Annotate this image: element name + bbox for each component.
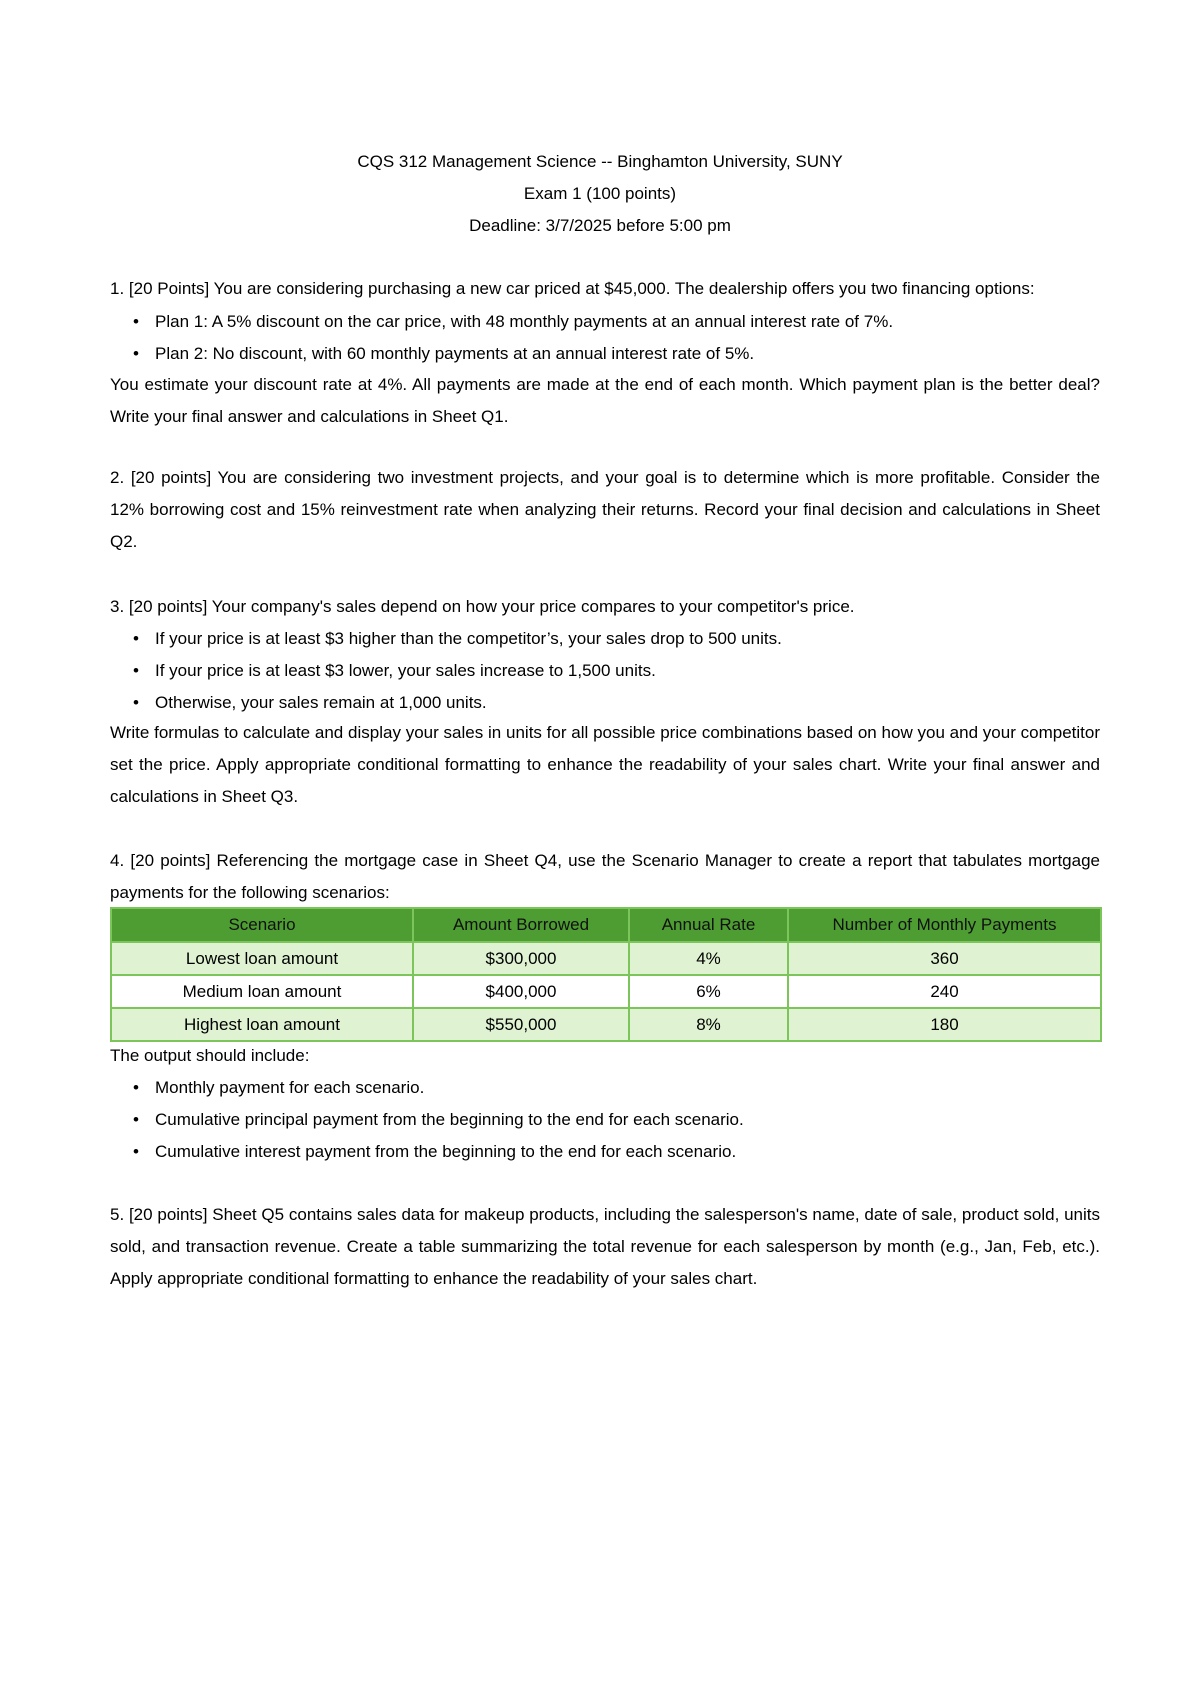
q3-intro: 3. [20 points] Your company's sales depend on how your price compares to your competitor's price. [110, 597, 855, 616]
cell-amount: $550,000 [413, 1008, 629, 1041]
table-row [111, 1008, 1101, 1041]
q4-bullet-3: • Cumulative interest payment from the beginning to the end for each scenario. [155, 1141, 1055, 1163]
cell-amount: $300,000 [413, 942, 629, 975]
cell-amount: $400,000 [413, 975, 629, 1008]
bullet-icon: • [133, 1110, 139, 1129]
deadline: Deadline: 3/7/2025 before 5:00 pm [469, 216, 731, 235]
q4-intro: 4. [20 points] Referencing the mortgage case in Sheet Q4, use the Scenario Manager to create a report that tabulates mortgage payments for the following scenarios: [110, 851, 1100, 902]
q3-outro: Write formulas to calculate and display your sales in units for all possible price combinations based on how you and your competitor set the price. Apply appropriate conditional formatting to enhance the readability of your sales chart. Write your final answer and calculations in Sheet Q3. [110, 723, 1100, 806]
q1-intro: 1. [20 Points] You are considering purchasing a new car priced at $45,000. The dealership offers you two financing options: [110, 279, 1035, 298]
header-annual-rate: Annual Rate [629, 908, 788, 942]
header-number-of-payments: Number of Monthly Payments [788, 908, 1101, 942]
exam-title: Exam 1 (100 points) [523, 184, 677, 203]
q1-outro: You estimate your discount rate at 4%. All payments are made at the end of each month. Which payment plan is the better deal? Write your final answer and calculations in Sheet Q1. [110, 375, 1100, 426]
cell-payments: 240 [788, 975, 1101, 1008]
cell-rate: 8% [629, 1008, 788, 1041]
q3-bullet-1: • If your price is at least $3 higher than the competitor’s, your sales drop to 500 units. [155, 628, 1055, 650]
header-scenario: Scenario [111, 908, 413, 942]
cell-payments: 360 [788, 942, 1101, 975]
table-row [111, 975, 1101, 1008]
bullet-icon: • [133, 1142, 139, 1161]
q4-bullet-2: • Cumulative principal payment from the beginning to the end for each scenario. [155, 1109, 1055, 1131]
cell-rate: 6% [629, 975, 788, 1008]
q3-bullet-2: • If your price is at least $3 lower, your sales increase to 1,500 units. [155, 660, 1055, 682]
q2-text: 2. [20 points] You are considering two investment projects, and your goal is to determine which is more profitable. Consider the 12% borrowing cost and 15% reinvestment rate when analyzing their returns. Record your final decision and calculations in Sheet Q2. [110, 468, 1100, 551]
header-amount-borrowed: Amount Borrowed [413, 908, 629, 942]
cell-rate: 4% [629, 942, 788, 975]
q1-bullet-1: • Plan 1: A 5% discount on the car price, with 48 monthly payments at an annual interest rate of 7%. [155, 311, 1055, 333]
q1-bullet-2: • Plan 2: No discount, with 60 monthly payments at an annual interest rate of 5%. [155, 343, 1055, 365]
bullet-icon: • [133, 1078, 139, 1097]
cell-payments: 180 [788, 1008, 1101, 1041]
bullet-icon: • [133, 312, 139, 331]
cell-scenario: Medium loan amount [111, 975, 413, 1008]
q3-bullet-3: • Otherwise, your sales remain at 1,000 units. [155, 692, 1055, 714]
scenario-table [110, 907, 1102, 1042]
bullet-icon: • [133, 661, 139, 680]
cell-scenario: Lowest loan amount [111, 942, 413, 975]
bullet-icon: • [133, 344, 139, 363]
cell-scenario: Highest loan amount [111, 1008, 413, 1041]
bullet-icon: • [133, 629, 139, 648]
q4-output-label: The output should include: [110, 1046, 310, 1065]
q4-bullet-1: • Monthly payment for each scenario. [155, 1077, 1055, 1099]
q5-text: 5. [20 points] Sheet Q5 contains sales data for makeup products, including the salesperson's name, date of sale, product sold, units sold, and transaction revenue. Create a table summarizing the total revenue for each salesperson by month (e.g., Jan, Feb, etc.). Apply appropriate conditional formatting to enhance the readability of your sales chart. [110, 1205, 1100, 1288]
table-header-row [111, 908, 1101, 942]
course-title: CQS 312 Management Science -- Binghamton University, SUNY [357, 152, 843, 171]
bullet-icon: • [133, 693, 139, 712]
table-row [111, 942, 1101, 975]
